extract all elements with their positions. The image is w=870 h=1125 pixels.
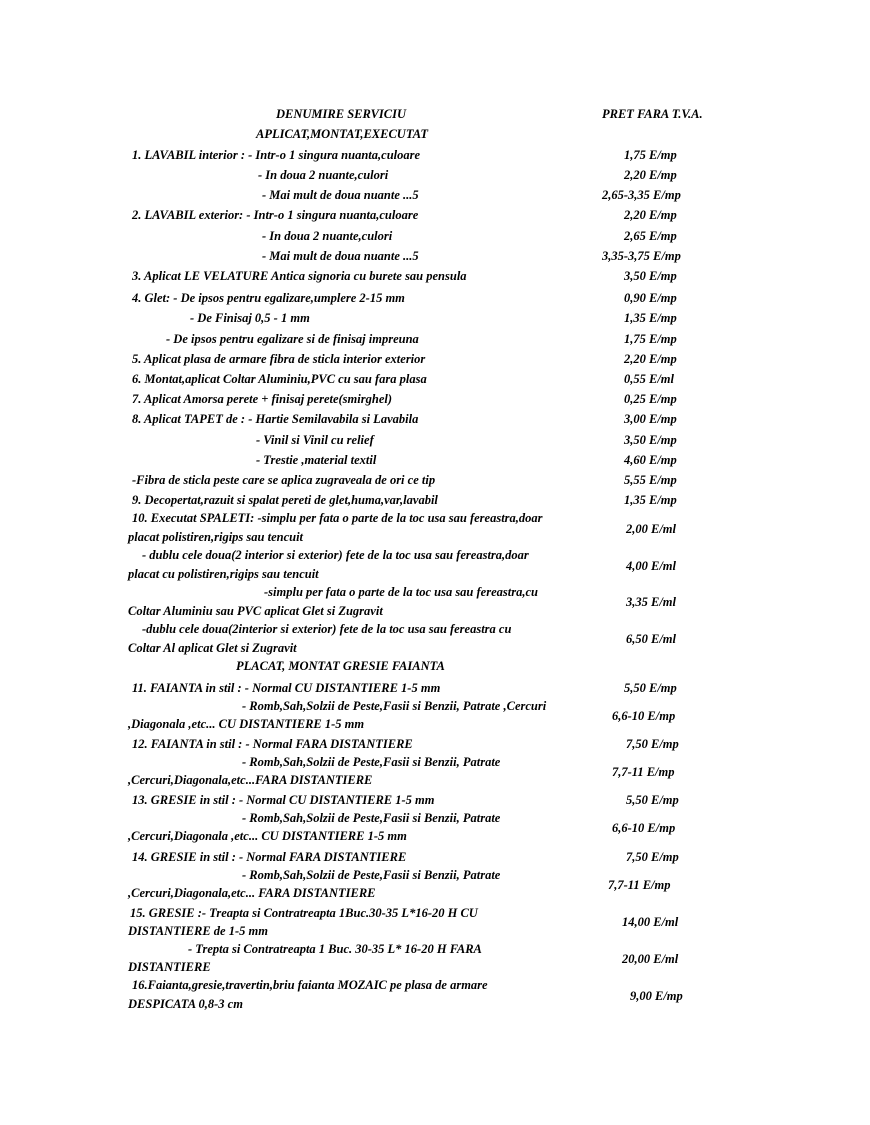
- row-label: - Romb,Sah,Solzii de Peste,Fasii si Benzii, Patrate: [242, 755, 501, 769]
- row-label: 3. Aplicat LE VELATURE Antica signoria cu burete sau pensula: [132, 269, 467, 283]
- row-label-continued: DESPICATA 0,8-3 cm: [128, 997, 243, 1011]
- row-price: 2,65-3,35 E/mp: [602, 188, 681, 202]
- row-label: - In doua 2 nuante,culori: [262, 229, 393, 243]
- row-label-continued: ,Cercuri,Diagonala ,etc... CU DISTANTIERE 1-5 mm: [128, 829, 407, 843]
- row-label: 11. FAIANTA in stil : - Normal CU DISTANTIERE 1-5 mm: [132, 681, 441, 695]
- row-price: 1,75 E/mp: [624, 332, 677, 346]
- row-price: 2,65 E/mp: [624, 229, 677, 243]
- row-price: 14,00 E/ml: [622, 915, 679, 929]
- row-price: 5,50 E/mp: [626, 793, 679, 807]
- row-label-continued: DISTANTIERE de 1-5 mm: [128, 924, 268, 938]
- row-label: - Trestie ,material textil: [256, 453, 377, 467]
- row-label: - De Finisaj 0,5 - 1 mm: [190, 311, 310, 325]
- row-price: 1,35 E/mp: [624, 493, 677, 507]
- row-label-continued: ,Diagonala ,etc... CU DISTANTIERE 1-5 mm: [128, 717, 365, 731]
- row-price: 5,55 E/mp: [624, 473, 677, 487]
- row-price: 3,00 E/mp: [624, 412, 677, 426]
- row-label: 1. LAVABIL interior : - Intr-o 1 singura nuanta,culoare: [132, 148, 421, 162]
- row-price: 7,7-11 E/mp: [612, 765, 675, 779]
- row-price: 3,50 E/mp: [624, 269, 677, 283]
- row-price: 6,6-10 E/mp: [612, 709, 676, 723]
- row-price: 3,35 E/ml: [626, 595, 677, 609]
- row-label: - Trepta si Contratreapta 1 Buc. 30-35 L* 16-20 H FARA: [188, 942, 482, 956]
- row-price: 7,50 E/mp: [626, 850, 679, 864]
- row-price: 2,20 E/mp: [624, 168, 677, 182]
- row-price: 5,50 E/mp: [624, 681, 677, 695]
- row-price: 0,25 E/mp: [624, 392, 677, 406]
- row-price: 1,75 E/mp: [624, 148, 677, 162]
- row-label: - Mai mult de doua nuante ...5: [262, 249, 419, 263]
- row-label: - Romb,Sah,Solzii de Peste,Fasii si Benzii, Patrate ,Cercuri: [242, 699, 547, 713]
- row-label-continued: ,Cercuri,Diagonala,etc... FARA DISTANTIERE: [128, 886, 376, 900]
- row-label: 4. Glet: - De ipsos pentru egalizare,umplere 2-15 mm: [132, 291, 405, 305]
- row-price: 3,50 E/mp: [624, 433, 677, 447]
- column-header-price: PRET FARA T.V.A.: [602, 107, 703, 121]
- row-price: 0,90 E/mp: [624, 291, 677, 305]
- section-title-placat: PLACAT, MONTAT GRESIE FAIANTA: [236, 659, 445, 673]
- row-price: 4,60 E/mp: [624, 453, 677, 467]
- row-label: 9. Decopertat,razuit si spalat pereti de glet,huma,var,lavabil: [132, 493, 438, 507]
- row-price: 7,7-11 E/mp: [608, 878, 671, 892]
- row-price: 6,50 E/ml: [626, 632, 677, 646]
- row-price: 0,55 E/ml: [624, 372, 675, 386]
- row-label-continued: Coltar Al aplicat Glet si Zugravit: [128, 641, 297, 655]
- row-label: 12. FAIANTA in stil : - Normal FARA DISTANTIERE: [132, 737, 413, 751]
- row-label: 8. Aplicat TAPET de : - Hartie Semilavabila si Lavabila: [132, 412, 419, 426]
- row-label-continued: placat cu polistiren,rigips sau tencuit: [128, 567, 319, 581]
- row-price: 4,00 E/ml: [626, 559, 677, 573]
- row-price: 7,50 E/mp: [626, 737, 679, 751]
- row-label: -Fibra de sticla peste care se aplica zugraveala de ori ce tip: [132, 473, 436, 487]
- row-price: 1,35 E/mp: [624, 311, 677, 325]
- section-title-aplicat: APLICAT,MONTAT,EXECUTAT: [256, 127, 429, 141]
- row-label: 13. GRESIE in stil : - Normal CU DISTANTIERE 1-5 mm: [132, 793, 435, 807]
- row-price: 20,00 E/ml: [622, 952, 679, 966]
- row-label: 7. Aplicat Amorsa perete + finisaj perete(smirghel): [132, 392, 392, 406]
- row-price: 9,00 E/mp: [630, 989, 683, 1003]
- row-label: -simplu per fata o parte de la toc usa sau fereastra,cu: [264, 585, 538, 599]
- row-label: 10. Executat SPALETI: -simplu per fata o parte de la toc usa sau fereastra,doar: [132, 511, 543, 525]
- row-label-continued: placat polistiren,rigips sau tencuit: [128, 530, 304, 544]
- row-label: - Mai mult de doua nuante ...5: [262, 188, 419, 202]
- row-price: 6,6-10 E/mp: [612, 821, 676, 835]
- row-label: - De ipsos pentru egalizare si de finisaj impreuna: [166, 332, 419, 346]
- row-price: 2,20 E/mp: [624, 208, 677, 222]
- row-label-continued: DISTANTIERE: [128, 960, 211, 974]
- row-label: 16.Faianta,gresie,travertin,briu faianta MOZAIC pe plasa de armare: [132, 978, 488, 992]
- row-label: 15. GRESIE :- Treapta si Contratreapta 1Buc.30-35 L*16-20 H CU: [130, 906, 478, 920]
- row-price: 2,20 E/mp: [624, 352, 677, 366]
- row-price: 3,35-3,75 E/mp: [602, 249, 681, 263]
- row-label-continued: ,Cercuri,Diagonala,etc...FARA DISTANTIERE: [128, 773, 373, 787]
- row-label: 2. LAVABIL exterior: - Intr-o 1 singura nuanta,culoare: [132, 208, 419, 222]
- row-label: - dublu cele doua(2 interior si exterior) fete de la toc usa sau fereastra,doar: [142, 548, 529, 562]
- row-label-continued: Coltar Aluminiu sau PVC aplicat Glet si Zugravit: [128, 604, 383, 618]
- column-header-service: DENUMIRE SERVICIU: [276, 107, 407, 121]
- row-label: 5. Aplicat plasa de armare fibra de sticla interior exterior: [132, 352, 426, 366]
- row-label: 6. Montat,aplicat Coltar Aluminiu,PVC cu sau fara plasa: [132, 372, 427, 386]
- row-label: - In doua 2 nuante,culori: [258, 168, 389, 182]
- row-label: -dublu cele doua(2interior si exterior) fete de la toc usa sau fereastra cu: [142, 622, 512, 636]
- row-label: 14. GRESIE in stil : - Normal FARA DISTANTIERE: [132, 850, 407, 864]
- row-label: - Vinil si Vinil cu relief: [256, 433, 374, 447]
- row-label: - Romb,Sah,Solzii de Peste,Fasii si Benzii, Patrate: [242, 811, 501, 825]
- row-label: - Romb,Sah,Solzii de Peste,Fasii si Benzii, Patrate: [242, 868, 501, 882]
- row-price: 2,00 E/ml: [626, 522, 677, 536]
